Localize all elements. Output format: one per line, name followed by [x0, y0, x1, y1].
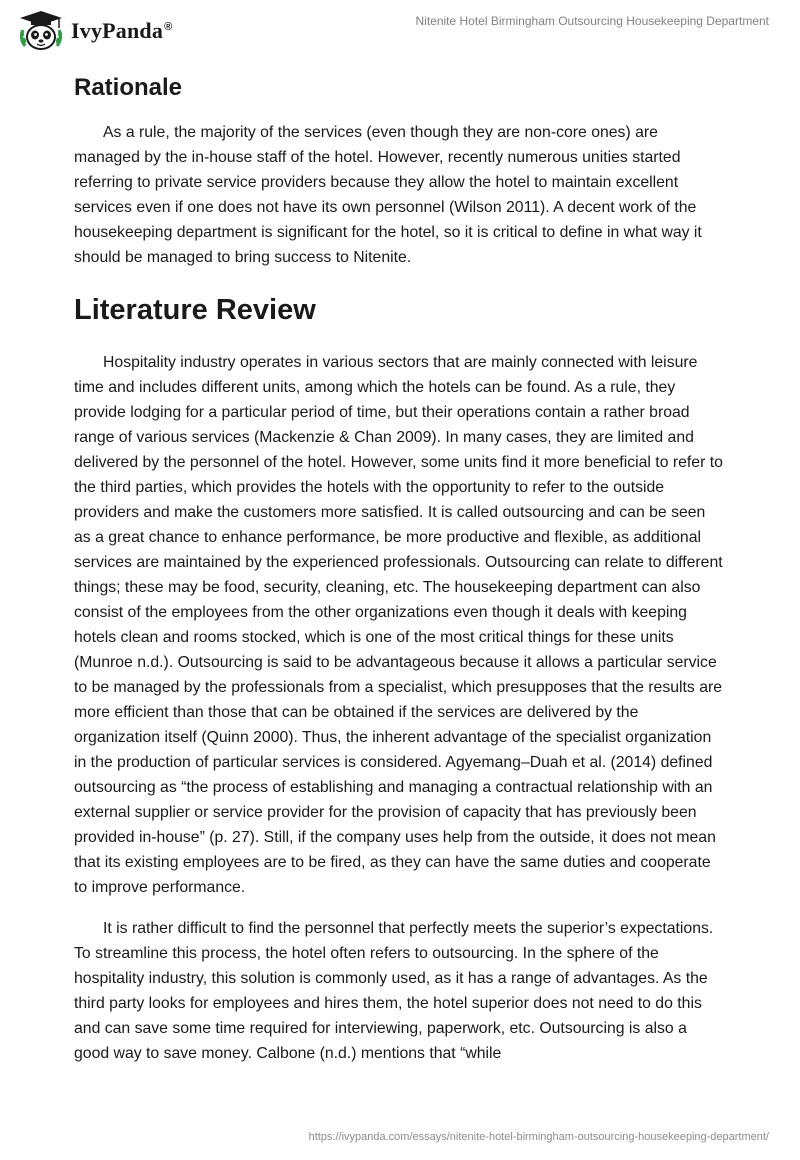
literature-review-paragraph-2: It is rather difficult to find the personnel that perfectly meets the superior’s expectations. To streamline this process, the hotel often refers to outsourcing. In the sphere of the hospitality industry, this solution is commonly used, as it has a range of advantages. As the third party looks for employees and hires them, the hotel superior does not need to do this and can save some time required for interviewing, paperwork, etc. Outsourcing is also a good way to save money. Calbone (n.d.) mentions that “while [74, 920, 714, 1062]
brand-name: IvyPanda® [71, 18, 173, 43]
rationale-heading: Rationale [74, 74, 183, 101]
registered-mark: ® [164, 20, 173, 33]
source-url[interactable]: https://ivypanda.com/essays/nitenite-hotel-birmingham-outsourcing-housekeeping-department/ [308, 1131, 769, 1143]
page-header [0, 0, 800, 60]
article-body [74, 70, 726, 1066]
literature-review-heading: Literature Review [74, 294, 316, 326]
panda-grad-icon [17, 10, 65, 52]
document-title: Nitenite Hotel Birmingham Outsourcing Housekeeping Department [415, 14, 769, 28]
literature-review-paragraph-1: Hospitality industry operates in various sectors that are mainly connected with leisure time and includes different units, among which the hotels can be found. As a rule, they provide lodging for a particular period of time, but their operations contain a rather broad range of various services (Mackenzie & Chan 2009). In many cases, they are limited and delivered by the personnel of the hotel. However, some units find it more beneficial to refer to the third parties, which provides the hotels with the opportunity to refer to the outside providers and make the customers more satisfied. It is called outsourcing and can be seen as a great chance to enhance performance, be more productive and flexible, as additional services are maintained by the experienced professionals. Outsourcing can relate to different things; these may be food, security, cleaning, etc. The housekeeping department can also consist of the employees from the other organizations even though it deals with keeping hotels clean and rooms stocked, which is one of the most critical things for these units (Munroe n.d.). Outsourcing is said to be advantageous because it allows a particular service to be managed by the professionals from a specialist, which presupposes that the results are more efficient than those that can be obtained if the services are delivered by the organization itself (Quinn 2000). Thus, the inherent advantage of the specialist organization in the production of particular services is considered. Agyemang–Duah et al. (2014) defined outsourcing as “the process of establishing and managing a contractual relationship with an external supplier or service provider for the provision of capacity that has previously been provided in-house” (p. 27). Still, if the company uses help from the outside, it does not mean that its existing employees are to be fired, as they can have the same duties and cooperate to improve performance. [74, 354, 723, 896]
ivypanda-logo[interactable] [17, 8, 172, 54]
rationale-paragraph: As a rule, the majority of the services (even though they are non-core ones) are managed by the in-house staff of the hotel. However, recently numerous unities started referring to private service providers because they allow the hotel to maintain excellent services even if one does not have its own personnel (Wilson 2011). A decent work of the housekeeping department is significant for the hotel, so it is critical to define in what way it should be managed to bring success to Nitenite. [74, 124, 702, 266]
